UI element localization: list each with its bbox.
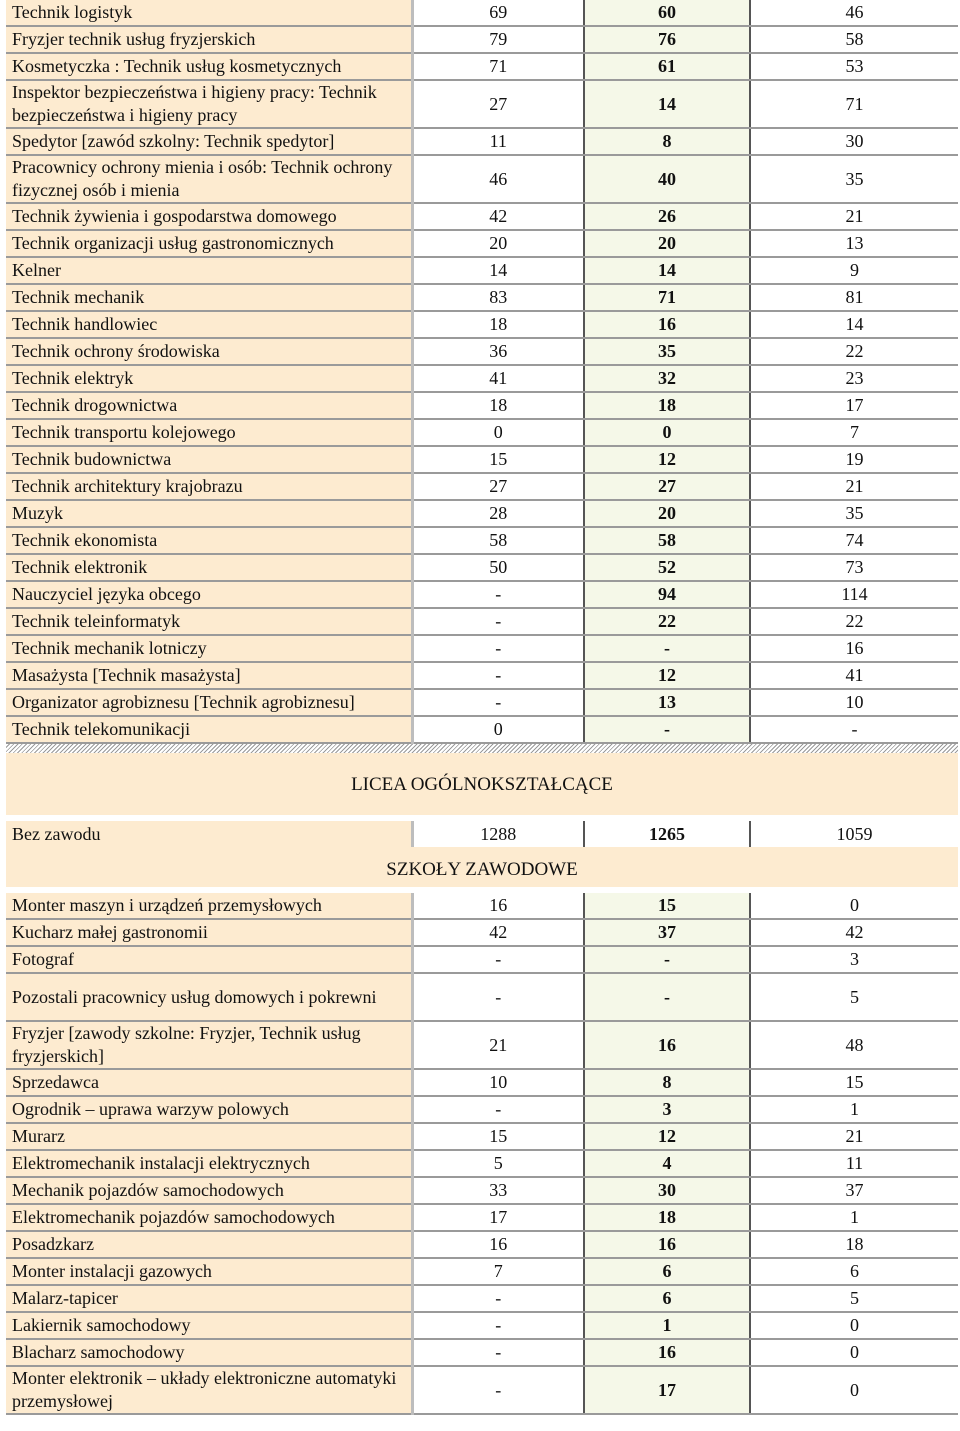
value-col-2: 12 — [584, 662, 750, 689]
value-col-3: 15 — [750, 1069, 958, 1096]
value-col-1: 20 — [412, 230, 584, 257]
value-col-2: 6 — [584, 1258, 750, 1285]
table-row — [6, 1366, 958, 1414]
table-row — [6, 716, 958, 743]
value-col-3: 58 — [750, 26, 958, 53]
value-col-1: 42 — [412, 203, 584, 230]
value-col-1: 15 — [412, 446, 584, 473]
table-row — [6, 473, 958, 500]
value-col-1: 5 — [412, 1150, 584, 1177]
row-name: Bez zawodu — [6, 821, 412, 847]
value-col-3: 16 — [750, 635, 958, 662]
value-col-2: 14 — [584, 80, 750, 128]
value-col-3: 5 — [750, 973, 958, 1021]
row-name: Inspektor bezpieczeństwa i higieny pracy: Technik bezpieczeństwa i higieny pracy — [6, 80, 412, 128]
value-col-2: 60 — [584, 0, 750, 26]
value-col-1: 36 — [412, 338, 584, 365]
value-col-1: 0 — [412, 419, 584, 446]
row-name: Fryzjer technik usług fryzjerskich — [6, 26, 412, 53]
value-col-3: 35 — [750, 500, 958, 527]
value-col-1: 18 — [412, 311, 584, 338]
value-col-2: 94 — [584, 581, 750, 608]
value-col-1: 79 — [412, 26, 584, 53]
row-name: Fotograf — [6, 946, 412, 973]
value-col-1: 14 — [412, 257, 584, 284]
value-col-3: 1 — [750, 1204, 958, 1231]
row-name: Technik logistyk — [6, 0, 412, 26]
value-col-3: - — [750, 716, 958, 743]
table-row — [6, 893, 958, 919]
value-col-1: 16 — [412, 1231, 584, 1258]
value-col-2: 76 — [584, 26, 750, 53]
section-heading-licea: LICEA OGÓLNOKSZTAŁCĄCE — [6, 753, 958, 815]
row-name: Technik ochrony środowiska — [6, 338, 412, 365]
table-row — [6, 230, 958, 257]
value-col-3: 17 — [750, 392, 958, 419]
row-name: Ogrodnik – uprawa warzyw polowych — [6, 1096, 412, 1123]
value-col-2: 58 — [584, 527, 750, 554]
value-col-3: 5 — [750, 1285, 958, 1312]
row-name: Technik organizacji usług gastronomicznych — [6, 230, 412, 257]
value-col-2: 16 — [584, 1339, 750, 1366]
value-col-1: 83 — [412, 284, 584, 311]
table-row — [6, 53, 958, 80]
value-col-2: 30 — [584, 1177, 750, 1204]
value-col-2: 37 — [584, 919, 750, 946]
value-col-1: 27 — [412, 473, 584, 500]
row-name: Monter maszyn i urządzeń przemysłowych — [6, 893, 412, 919]
value-col-1: - — [412, 635, 584, 662]
value-col-2: 0 — [584, 419, 750, 446]
table-row — [6, 80, 958, 128]
value-col-2: 8 — [584, 128, 750, 155]
value-col-1: 15 — [412, 1123, 584, 1150]
row-name: Pracownicy ochrony mienia i osób: Technik ochrony fizycznej osób i mienia — [6, 155, 412, 203]
value-col-3: 81 — [750, 284, 958, 311]
value-col-1: - — [412, 581, 584, 608]
row-name: Technik drogownictwa — [6, 392, 412, 419]
table-row — [6, 419, 958, 446]
value-col-1: 28 — [412, 500, 584, 527]
value-col-2: 3 — [584, 1096, 750, 1123]
value-col-1: 17 — [412, 1204, 584, 1231]
row-name: Fryzjer [zawody szkolne: Fryzjer, Technik usług fryzjerskich] — [6, 1021, 412, 1069]
row-name: Monter elektronik – układy elektroniczne automatyki przemysłowej — [6, 1366, 412, 1414]
row-name: Technik ekonomista — [6, 527, 412, 554]
value-col-2: 17 — [584, 1366, 750, 1414]
value-col-1: 10 — [412, 1069, 584, 1096]
value-col-2: 4 — [584, 1150, 750, 1177]
row-name: Technik transportu kolejowego — [6, 419, 412, 446]
value-col-3: 48 — [750, 1021, 958, 1069]
value-col-1: - — [412, 1339, 584, 1366]
table-row — [6, 1231, 958, 1258]
value-col-2: - — [584, 635, 750, 662]
value-col-3: 23 — [750, 365, 958, 392]
value-col-2: - — [584, 946, 750, 973]
table-row — [6, 500, 958, 527]
value-col-1: - — [412, 689, 584, 716]
value-col-1: 11 — [412, 128, 584, 155]
row-name: Technik elektryk — [6, 365, 412, 392]
table-row — [6, 554, 958, 581]
value-col-3: 13 — [750, 230, 958, 257]
table-row — [6, 1150, 958, 1177]
table-row — [6, 338, 958, 365]
value-col-1: - — [412, 662, 584, 689]
row-name: Technik teleinformatyk — [6, 608, 412, 635]
value-col-1: - — [412, 1312, 584, 1339]
value-col-3: 41 — [750, 662, 958, 689]
value-col-1: 18 — [412, 392, 584, 419]
table-row — [6, 0, 958, 26]
value-col-1: - — [412, 973, 584, 1021]
table-row — [6, 203, 958, 230]
occupations-table — [6, 0, 958, 1415]
value-col-2: 18 — [584, 1204, 750, 1231]
row-name: Nauczyciel języka obcego — [6, 581, 412, 608]
value-col-1: 71 — [412, 53, 584, 80]
table-row — [6, 392, 958, 419]
table-row — [6, 608, 958, 635]
value-col-1: - — [412, 608, 584, 635]
row-name: Blacharz samochodowy — [6, 1339, 412, 1366]
table-row — [6, 1177, 958, 1204]
value-col-3: 1059 — [836, 823, 873, 844]
table-row — [6, 919, 958, 946]
value-col-1: 1288 — [480, 823, 517, 844]
value-col-3: 1 — [750, 1096, 958, 1123]
row-name: Technik żywienia i gospodarstwa domowego — [6, 203, 412, 230]
value-col-1: 42 — [412, 919, 584, 946]
table-row — [6, 284, 958, 311]
value-col-2: 35 — [584, 338, 750, 365]
row-name: Malarz-tapicer — [6, 1285, 412, 1312]
value-col-1: - — [412, 946, 584, 973]
row-name: Kosmetyczka : Technik usług kosmetycznych — [6, 53, 412, 80]
value-col-2: 15 — [584, 893, 750, 919]
table-row — [6, 1312, 958, 1339]
value-col-2: 1 — [584, 1312, 750, 1339]
value-col-1: 50 — [412, 554, 584, 581]
table-body-technika — [6, 0, 958, 743]
table-row — [6, 26, 958, 53]
hatch-divider — [6, 743, 958, 753]
value-col-3: 35 — [750, 155, 958, 203]
value-col-3: 37 — [750, 1177, 958, 1204]
table-row — [6, 635, 958, 662]
table-row — [6, 946, 958, 973]
value-col-3: 21 — [750, 203, 958, 230]
row-name: Masażysta [Technik masażysta] — [6, 662, 412, 689]
row-name: Elektromechanik instalacji elektrycznych — [6, 1150, 412, 1177]
value-col-3: 7 — [750, 419, 958, 446]
value-col-3: 74 — [750, 527, 958, 554]
value-col-1: 0 — [412, 716, 584, 743]
row-name: Pozostali pracownicy usług domowych i pokrewni — [6, 973, 412, 1021]
value-col-1: 41 — [412, 365, 584, 392]
row-name: Organizator agrobiznesu [Technik agrobiznesu] — [6, 689, 412, 716]
value-col-3: 11 — [750, 1150, 958, 1177]
value-col-2: 12 — [584, 1123, 750, 1150]
value-col-1: 33 — [412, 1177, 584, 1204]
value-col-3: 30 — [750, 128, 958, 155]
value-col-2: 14 — [584, 257, 750, 284]
table-row — [6, 1204, 958, 1231]
value-col-2: 20 — [584, 230, 750, 257]
value-col-2: 40 — [584, 155, 750, 203]
value-col-3: 0 — [750, 893, 958, 919]
value-col-2: 16 — [584, 1021, 750, 1069]
table-row — [6, 311, 958, 338]
table-row — [6, 1123, 958, 1150]
value-col-3: 73 — [750, 554, 958, 581]
value-col-2: 71 — [584, 284, 750, 311]
row-name: Technik telekomunikacji — [6, 716, 412, 743]
table-row — [6, 662, 958, 689]
table-row — [6, 973, 958, 1021]
value-col-1: 27 — [412, 80, 584, 128]
value-col-2: 52 — [584, 554, 750, 581]
table-section-licea — [6, 743, 958, 893]
value-col-3: 6 — [750, 1258, 958, 1285]
value-col-3: 3 — [750, 946, 958, 973]
row-name: Technik mechanik lotniczy — [6, 635, 412, 662]
value-col-3: 46 — [750, 0, 958, 26]
value-col-2: 1265 — [584, 821, 750, 847]
table-row — [6, 1021, 958, 1069]
table-row — [6, 155, 958, 203]
value-col-1: 7 — [412, 1258, 584, 1285]
row-name: Muzyk — [6, 500, 412, 527]
value-col-3: 22 — [750, 338, 958, 365]
row-name: Sprzedawca — [6, 1069, 412, 1096]
row-name: Technik architektury krajobrazu — [6, 473, 412, 500]
row-name: Spedytor [zawód szkolny: Technik spedytor] — [6, 128, 412, 155]
value-col-1: - — [412, 1366, 584, 1414]
row-name: Technik handlowiec — [6, 311, 412, 338]
section-heading-zawodowe: SZKOŁY ZAWODOWE — [6, 847, 958, 887]
row-name: Technik mechanik — [6, 284, 412, 311]
value-col-2: 12 — [584, 446, 750, 473]
value-col-3: 21 — [750, 473, 958, 500]
value-col-3: 18 — [750, 1231, 958, 1258]
table-row — [6, 1096, 958, 1123]
table-row — [6, 1258, 958, 1285]
table-row — [6, 365, 958, 392]
row-name: Mechanik pojazdów samochodowych — [6, 1177, 412, 1204]
row-name: Kelner — [6, 257, 412, 284]
row-name: Murarz — [6, 1123, 412, 1150]
value-col-3: 10 — [750, 689, 958, 716]
value-col-3: 114 — [750, 581, 958, 608]
value-col-2: 32 — [584, 365, 750, 392]
table-row-bez-zawodu — [6, 821, 958, 847]
value-col-3: 21 — [750, 1123, 958, 1150]
value-col-1: 58 — [412, 527, 584, 554]
value-col-3: 0 — [750, 1312, 958, 1339]
value-col-1: 69 — [412, 0, 584, 26]
value-col-2: 18 — [584, 392, 750, 419]
table-body-zawodowe — [6, 893, 958, 1414]
value-col-2: 20 — [584, 500, 750, 527]
value-col-1: 16 — [412, 893, 584, 919]
row-name: Technik budownictwa — [6, 446, 412, 473]
value-col-2: 16 — [584, 1231, 750, 1258]
value-col-3: 0 — [750, 1339, 958, 1366]
value-col-2: 27 — [584, 473, 750, 500]
table-row — [6, 128, 958, 155]
value-col-3: 9 — [750, 257, 958, 284]
row-name: Kucharz małej gastronomii — [6, 919, 412, 946]
value-col-3: 14 — [750, 311, 958, 338]
value-col-3: 42 — [750, 919, 958, 946]
row-name: Technik elektronik — [6, 554, 412, 581]
row-name: Posadzkarz — [6, 1231, 412, 1258]
value-col-1: 46 — [412, 155, 584, 203]
value-col-2: 16 — [584, 311, 750, 338]
value-col-2: - — [584, 973, 750, 1021]
section-header-row — [6, 847, 958, 887]
table-row — [6, 689, 958, 716]
value-col-3: 53 — [750, 53, 958, 80]
table-row — [6, 446, 958, 473]
value-col-2: 8 — [584, 1069, 750, 1096]
value-col-1: 21 — [412, 1021, 584, 1069]
table-row — [6, 1069, 958, 1096]
row-name: Elektromechanik pojazdów samochodowych — [6, 1204, 412, 1231]
value-col-2: 26 — [584, 203, 750, 230]
value-col-2: 22 — [584, 608, 750, 635]
value-col-1: - — [412, 1285, 584, 1312]
row-name: Lakiernik samochodowy — [6, 1312, 412, 1339]
table-row — [6, 581, 958, 608]
section-header-row — [6, 753, 958, 815]
value-col-3: 0 — [750, 1366, 958, 1414]
value-col-1: - — [412, 1096, 584, 1123]
value-col-3: 19 — [750, 446, 958, 473]
row-name: Monter instalacji gazowych — [6, 1258, 412, 1285]
table-row — [6, 527, 958, 554]
value-col-2: 6 — [584, 1285, 750, 1312]
table-row — [6, 1285, 958, 1312]
value-col-3: 71 — [750, 80, 958, 128]
value-col-2: 61 — [584, 53, 750, 80]
table-row — [6, 257, 958, 284]
value-col-3: 22 — [750, 608, 958, 635]
table-row — [6, 1339, 958, 1366]
value-col-2: - — [584, 716, 750, 743]
value-col-2: 13 — [584, 689, 750, 716]
